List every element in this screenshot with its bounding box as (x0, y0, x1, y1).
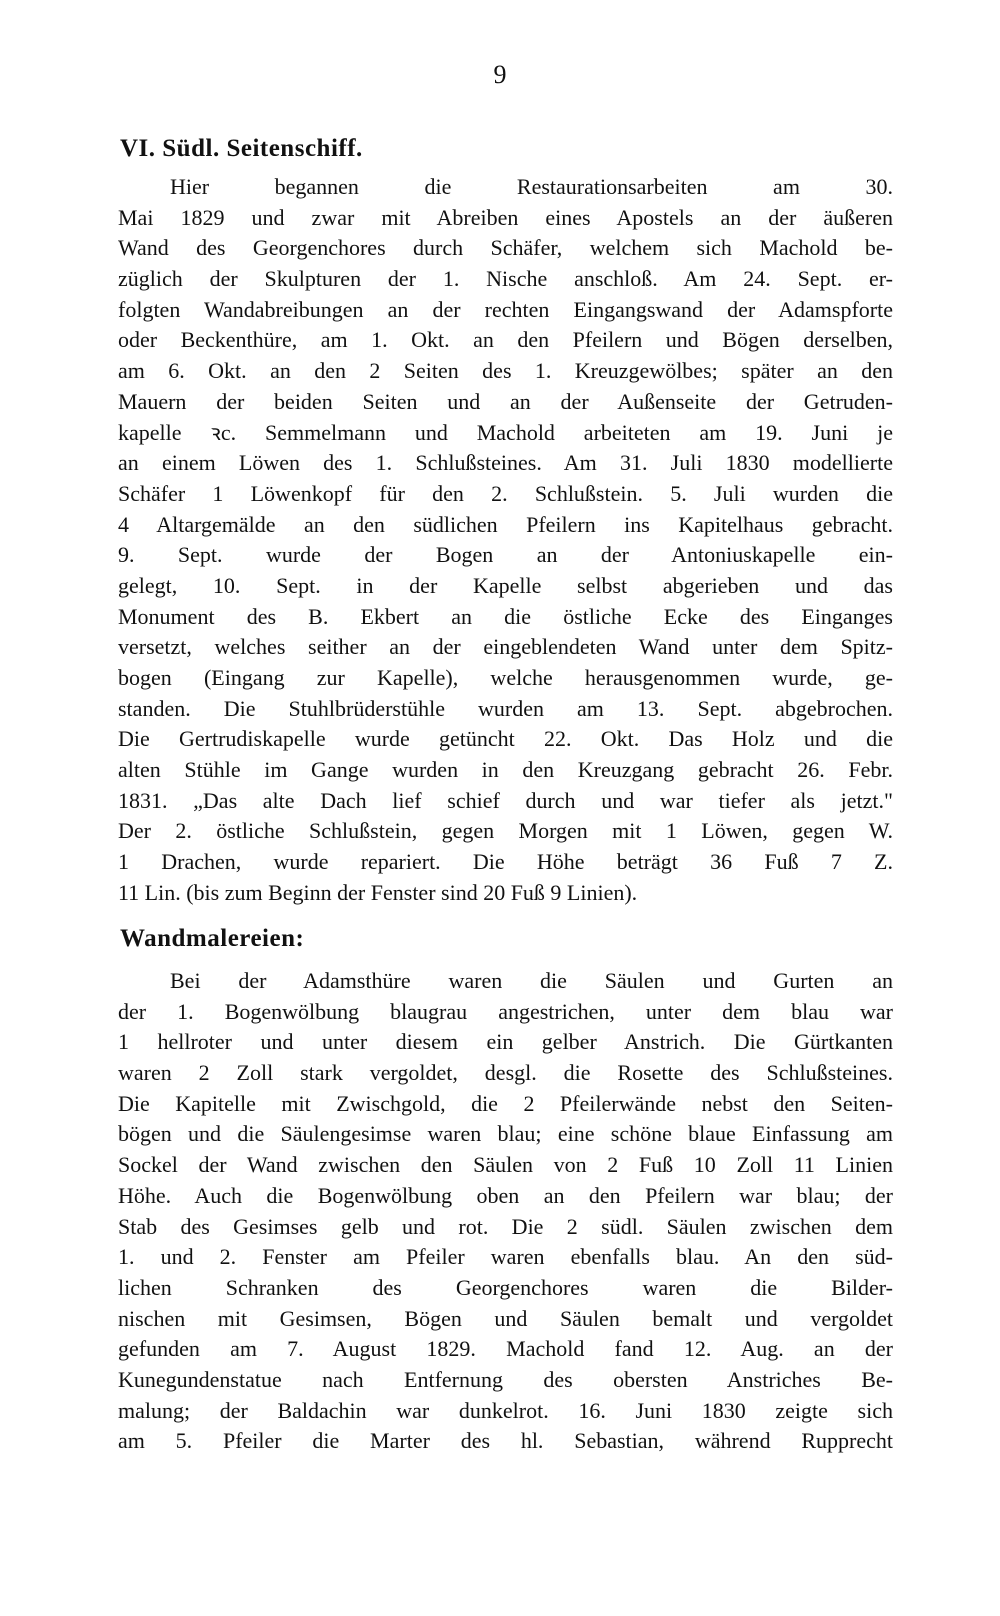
text-line: bogen (Eingang zur Kapelle), welche herausgenommen wurde, ge- (118, 665, 893, 690)
text-line: Die Kapitelle mit Zwischgold, die 2 Pfeilerwände nebst den Seiten- (118, 1090, 893, 1116)
text-line: waren 2 Zoll stark vergoldet, desgl. die Rosette des Schlußsteines. (118, 1060, 893, 1086)
text-line: am 5. Pfeiler die Marter des hl. Sebastian, während Rupprecht (118, 1428, 893, 1454)
text-line: 1. und 2. Fenster am Pfeiler waren ebenfalls blau. An den süd- (118, 1244, 893, 1270)
text-line: Hier begannen die Restaurationsarbeiten am 30. (170, 174, 893, 199)
text-line: Mai 1829 und zwar mit Abreiben eines Apostels an der äußeren (118, 204, 893, 230)
text-line: Schäfer 1 Löwenkopf für den 2. Schlußstein. 5. Juli wurden die (118, 480, 893, 506)
text-line: Die Gertrudiskapelle wurde getüncht 22. Okt. Das Holz und die (118, 726, 893, 752)
page-number: 9 (493, 60, 507, 89)
text-line: der 1. Bogenwölbung blaugrau angestrichen, unter dem blau war (118, 998, 893, 1024)
text-line: folgten Wandabreibungen an der rechten Eingangswand der Adamspforte (118, 296, 893, 322)
section-body-seitenschiff (118, 172, 893, 909)
text-line: züglich der Skulpturen der 1. Nische anschloß. Am 24. Sept. er- (118, 266, 893, 292)
text-line: Mauern der beiden Seiten und an der Außenseite der Getruden- (118, 388, 893, 414)
text-line: kapelle ꝛc. Semmelmann und Machold arbeiteten am 19. Juni je (118, 419, 893, 445)
text-line: 1 hellroter und unter diesem ein gelber Anstrich. Die Gürtkanten (118, 1029, 893, 1055)
text-line: versetzt, welches seither an der eingeblendeten Wand unter dem Spitz- (118, 634, 893, 660)
text-line: Höhe. Auch die Bogenwölbung oben an den Pfeilern war blau; der (118, 1182, 893, 1208)
text-line: Bei der Adamsthüre waren die Säulen und Gurten an (170, 968, 893, 993)
text-line: oder Beckenthüre, am 1. Okt. an den Pfeilern und Bögen derselben, (118, 327, 893, 353)
section-heading-wandmalereien: Wandmalereien: (120, 925, 305, 952)
text-line: gefunden am 7. August 1829. Machold fand 12. Aug. an der (118, 1336, 893, 1362)
text-line: 4 Altargemälde an den südlichen Pfeilern ins Kapitelhaus gebracht. (118, 511, 893, 537)
text-line: Monument des B. Ekbert an die östliche Ecke des Einganges (118, 603, 893, 629)
text-line: standen. Die Stuhlbrüderstühle wurden am 13. Sept. abgebrochen. (118, 695, 893, 721)
text-line: 1831. „Das alte Dach lief schief durch und war tiefer als jetzt." (118, 787, 893, 813)
text-line: nischen mit Gesimsen, Bögen und Säulen bemalt und vergoldet (118, 1305, 893, 1331)
text-line: Der 2. östliche Schlußstein, gegen Morgen mit 1 Löwen, gegen W. (118, 818, 893, 844)
text-line: bögen und die Säulengesimse waren blau; eine schöne blaue Einfassung am (118, 1121, 893, 1147)
text-line: Stab des Gesimses gelb und rot. Die 2 südl. Säulen zwischen dem (118, 1213, 893, 1239)
text-line: 9. Sept. wurde der Bogen an der Antoniuskapelle ein- (118, 542, 893, 568)
text-line: an einem Löwen des 1. Schlußsteines. Am 31. Juli 1830 modellierte (118, 450, 893, 476)
text-line: gelegt, 10. Sept. in der Kapelle selbst abgerieben und das (118, 572, 893, 598)
text-line: malung; der Baldachin war dunkelrot. 16. Juni 1830 zeigte sich (118, 1397, 893, 1423)
text-line: 11 Lin. (bis zum Beginn der Fenster sind 20 Fuß 9 Linien). (118, 879, 638, 905)
text-line: Kunegundenstatue nach Entfernung des obersten Anstriches Be- (118, 1366, 893, 1392)
text-line: Wand des Georgenchores durch Schäfer, welchem sich Machold be- (118, 235, 893, 261)
text-line: Sockel der Wand zwischen den Säulen von 2 Fuß 10 Zoll 11 Linien (118, 1152, 893, 1178)
text-line: am 6. Okt. an den 2 Seiten des 1. Kreuzgewölbes; später an den (118, 358, 893, 384)
section-heading-seitenschiff: VI. Südl. Seitenschiff. (120, 135, 363, 162)
text-line: alten Stühle im Gange wurden in den Kreuzgang gebracht 26. Febr. (118, 757, 893, 783)
section-body-wandmalereien (118, 966, 893, 1457)
text-line: 1 Drachen, wurde repariert. Die Höhe beträgt 36 Fuß 7 Z. (118, 849, 893, 875)
text-line: lichen Schranken des Georgenchores waren die Bilder- (118, 1274, 893, 1300)
